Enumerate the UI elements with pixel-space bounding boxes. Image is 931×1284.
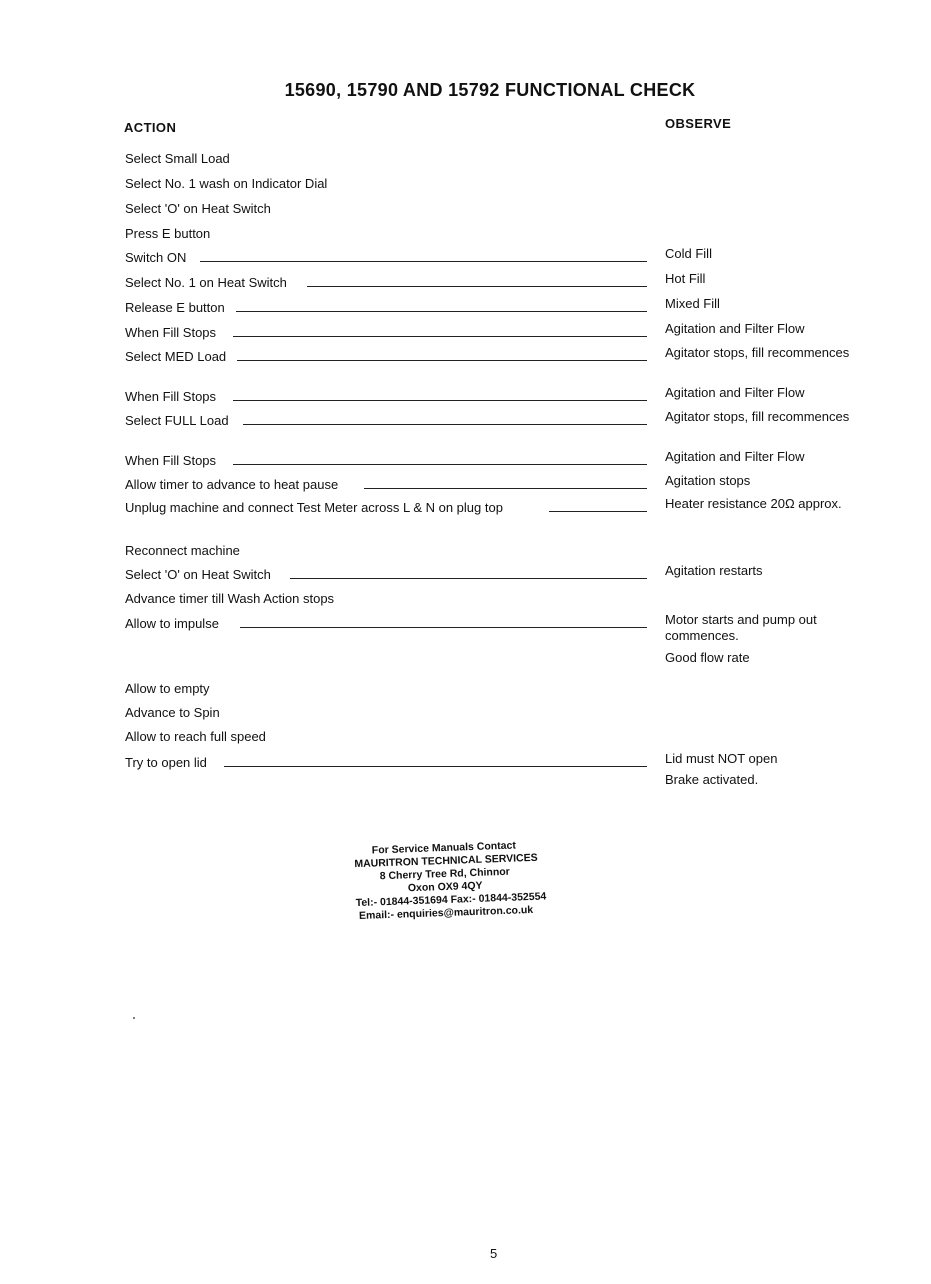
- leader-line: [233, 336, 647, 337]
- observe-text: Hot Fill: [665, 271, 706, 286]
- observe-text: Agitation and Filter Flow: [665, 449, 805, 464]
- check-row: [0, 449, 931, 473]
- check-row: [0, 226, 931, 246]
- leader-line: [307, 286, 647, 287]
- observe-text: Agitation stops: [665, 473, 751, 488]
- contact-email: Email:- enquiries@mauritron.co.uk: [358, 903, 534, 923]
- action-text: When Fill Stops: [125, 389, 220, 404]
- contact-stamp: [354, 839, 547, 923]
- action-text: Select MED Load: [125, 349, 230, 364]
- leader-line: [549, 511, 647, 512]
- check-row: [0, 385, 931, 409]
- observe-column-header: OBSERVE: [665, 116, 732, 131]
- leader-line: [233, 400, 647, 401]
- check-row: [0, 496, 931, 520]
- page-number: 5: [490, 1246, 498, 1261]
- check-row: [0, 176, 931, 196]
- check-row: [0, 321, 931, 345]
- observe-text: Agitator stops, fill recommences: [665, 409, 850, 424]
- action-text: Press E button: [125, 226, 214, 241]
- observe-text: Heater resistance 20Ω approx.: [665, 496, 842, 511]
- check-row: [0, 246, 931, 270]
- check-row: [0, 681, 931, 701]
- leader-line: [364, 488, 647, 489]
- contact-address: 8 Cherry Tree Rd, Chinnor: [379, 865, 510, 883]
- action-text: Select No. 1 on Heat Switch: [125, 275, 291, 290]
- action-text: Try to open lid: [125, 755, 211, 770]
- observe-text: Lid must NOT open: [665, 751, 778, 766]
- check-row: [0, 772, 931, 796]
- page-title: 15690, 15790 AND 15792 FUNCTIONAL CHECK: [284, 80, 696, 100]
- action-text: Allow to impulse: [125, 616, 223, 631]
- check-row: [0, 612, 931, 643]
- check-row: [0, 705, 931, 725]
- leader-line: [236, 311, 647, 312]
- action-text: Advance timer till Wash Action stops: [125, 591, 338, 606]
- action-text: Select 'O' on Heat Switch: [125, 567, 275, 582]
- check-row: [0, 650, 931, 674]
- check-row: [0, 543, 931, 563]
- contact-phone: Tel:- 01844-351694 Fax:- 01844-352554: [355, 890, 547, 910]
- leader-line: [200, 261, 647, 262]
- leader-line: [240, 627, 647, 628]
- check-row: [0, 151, 931, 171]
- action-text: Reconnect machine: [125, 543, 244, 558]
- action-text: Switch ON: [125, 250, 190, 265]
- check-row: [0, 271, 931, 295]
- observe-text: Agitator stops, fill recommences: [665, 345, 850, 360]
- observe-text: Good flow rate: [665, 650, 750, 665]
- action-text: When Fill Stops: [125, 453, 220, 468]
- observe-text: Cold Fill: [665, 246, 712, 261]
- leader-line: [290, 578, 647, 579]
- action-text: Select 'O' on Heat Switch: [125, 201, 275, 216]
- check-row: [0, 563, 931, 587]
- action-text: Allow to reach full speed: [125, 729, 270, 744]
- leader-line: [237, 360, 647, 361]
- leader-line: [233, 464, 647, 465]
- action-text: Select Small Load: [125, 151, 234, 166]
- contact-line: For Service Manuals Contact: [371, 839, 517, 857]
- action-text: Allow to empty: [125, 681, 214, 696]
- action-text: Select FULL Load: [125, 413, 233, 428]
- action-text: Allow timer to advance to heat pause: [125, 477, 342, 492]
- scan-speck: [133, 1017, 135, 1019]
- check-row: [0, 201, 931, 221]
- check-row: [0, 729, 931, 749]
- action-text: Release E button: [125, 300, 229, 315]
- observe-text: Agitation and Filter Flow: [665, 321, 805, 336]
- action-text: Advance to Spin: [125, 705, 224, 720]
- check-row: [0, 591, 931, 611]
- observe-text: Brake activated.: [665, 772, 759, 787]
- observe-text: Agitation restarts: [665, 563, 763, 578]
- check-row: [0, 345, 931, 369]
- action-text: When Fill Stops: [125, 325, 220, 340]
- observe-text: Motor starts and pump out commences.: [665, 612, 817, 643]
- leader-line: [224, 766, 647, 767]
- observe-text: Agitation and Filter Flow: [665, 385, 805, 400]
- contact-address: Oxon OX9 4QY: [407, 879, 483, 895]
- leader-line: [243, 424, 647, 425]
- action-column-header: ACTION: [124, 120, 177, 135]
- check-row: [0, 409, 931, 433]
- action-text: Unplug machine and connect Test Meter across L & N on plug top: [125, 500, 507, 515]
- contact-company: MAURITRON TECHNICAL SERVICES: [354, 851, 538, 871]
- check-row: [0, 296, 931, 320]
- check-row: [0, 473, 931, 497]
- action-text: Select No. 1 wash on Indicator Dial: [125, 176, 331, 191]
- observe-text: Mixed Fill: [665, 296, 720, 311]
